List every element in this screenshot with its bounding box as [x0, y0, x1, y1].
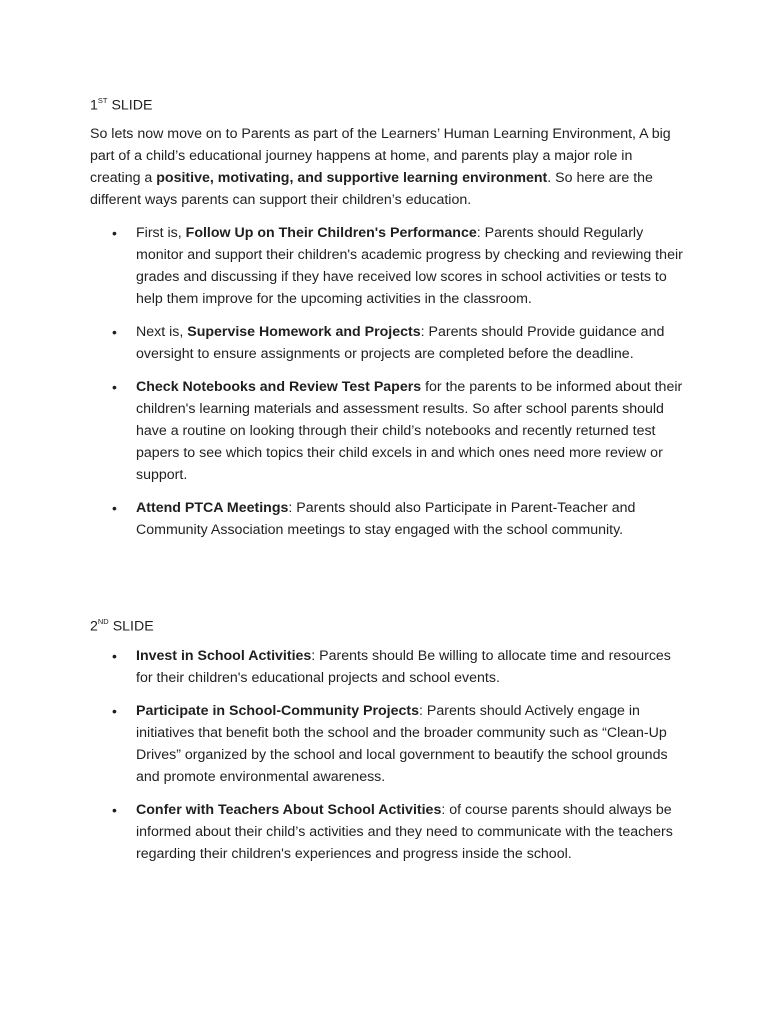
intro-paragraph — [90, 123, 686, 211]
bullet-title: Attend PTCA Meetings — [136, 500, 289, 516]
list-item — [90, 799, 686, 865]
slide-1-bullet-list — [90, 222, 686, 552]
bullet-icon: • — [112, 703, 117, 719]
slide-2-heading — [90, 613, 154, 637]
bullet-icon: • — [112, 802, 117, 818]
bullet-prefix: First is, — [136, 225, 186, 241]
bullet-icon: • — [112, 648, 117, 664]
bullet-body: : Parents should also Participate in Parent-Teacher and Community Association meetings to stay engaged with the school community. — [136, 500, 636, 538]
bullet-body: : Parents should Actively engage in initiatives that benefit both the school and the broader community such as “Clean-Up Drives” organized by the school and local government to beautify the school grounds and promote environmental awareness. — [136, 703, 668, 785]
bullet-body: for the parents to be informed about their children's learning materials and assessment results. So after school parents should have a routine on looking through their child’s notebooks and recently returned test papers to see which topics their child excels in and which ones need more review or support. — [136, 379, 683, 483]
bullet-body: : Parents should Be willing to allocate time and resources for their children's educational projects and school events. — [136, 648, 671, 686]
bullet-icon: • — [112, 500, 117, 516]
slide-1-number: 1 — [90, 97, 98, 114]
slide-1-ordinal-suffix: ST — [97, 96, 108, 105]
slide-2-bullet-list — [90, 645, 686, 876]
intro-bold-phrase: positive, motivating, and supportive learning environment — [156, 170, 548, 186]
list-item — [90, 645, 686, 689]
list-item — [90, 222, 686, 310]
bullet-title: Participate in School-Community Projects — [136, 703, 420, 719]
bullet-title: Confer with Teachers About School Activities — [136, 802, 442, 818]
bullet-title: Check Notebooks and Review Test Papers — [136, 379, 422, 395]
bullet-title: Follow Up on Their Children's Performance — [185, 225, 477, 241]
intro-text-end: . So here are the different ways parents can support their children’s education. — [90, 170, 653, 208]
bullet-icon: • — [112, 225, 117, 241]
bullet-prefix: Next is, — [136, 324, 188, 340]
bullet-body: : Parents should Regularly monitor and support their children's academic progress by checking and reviewing their grades and discussing if they have received low scores in school activities or tests to help them improve for the upcoming activities in the classroom. — [136, 225, 683, 307]
list-item — [90, 321, 686, 365]
list-item — [90, 376, 686, 486]
slide-2-number: 2 — [90, 618, 98, 635]
intro-text-start: So lets now move on to Parents as part of the Learners’ Human Learning Environment, A big part of a child’s educational journey happens at home, and parents play a major role in creating a — [90, 126, 671, 186]
list-item — [90, 700, 686, 788]
bullet-icon: • — [112, 379, 117, 395]
slide-2-word: SLIDE — [112, 618, 154, 635]
bullet-icon: • — [112, 324, 117, 340]
bullet-body: : Parents should Provide guidance and oversight to ensure assignments or projects are completed before the deadline. — [136, 324, 665, 362]
slide-2-ordinal-suffix: ND — [97, 617, 109, 626]
slide-1-word: SLIDE — [111, 97, 153, 114]
bullet-title: Supervise Homework and Projects — [187, 324, 421, 340]
slide-1-heading — [90, 92, 152, 116]
bullet-title: Invest in School Activities — [136, 648, 312, 664]
list-item — [90, 497, 686, 541]
bullet-body: : of course parents should always be informed about their child’s activities and they need to communicate with the teachers regarding their children's experiences and progress inside the school. — [136, 802, 673, 862]
